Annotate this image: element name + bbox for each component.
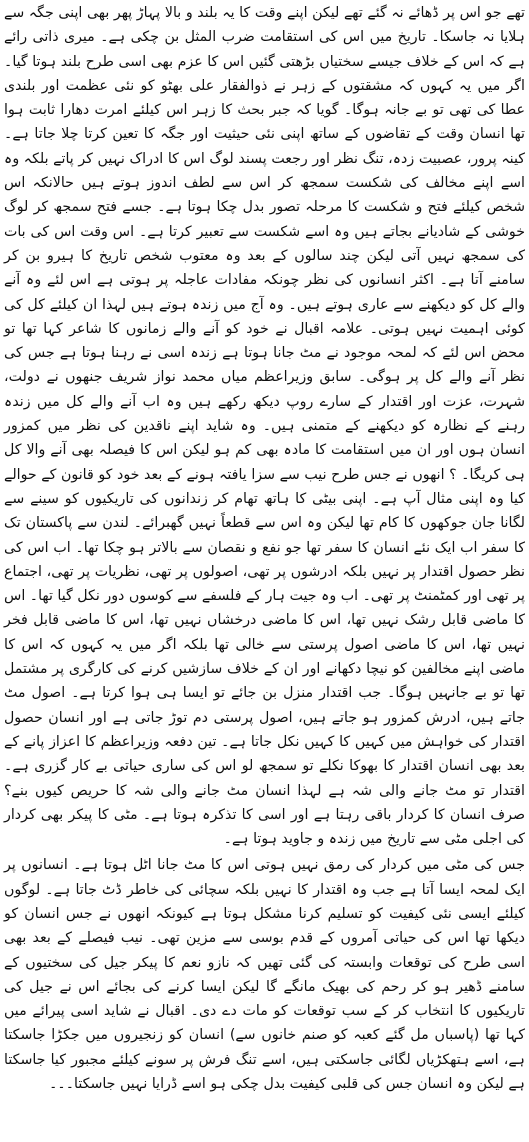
article-paragraph-2: جس کی مٹی میں کردار کی رمق نہیں ہوتی اس کا مٹ جانا اٹل ہوتا ہے۔ انسانوں پر ایک لمحہ ایسا آتا ہے جب وہ اقتدار کا نہیں بلکہ سچائی کی خاطر ڈٹ جاتا ہے۔ لوگوں کیلئے ایسی نئی کیفیت کو تسلیم کرنا مشکل ہوتا ہے کیونکہ انھوں نے جس انسان کو دیکھا تھا اس کی حیاتی آمروں کے قدم بوسی سے مزین تھی۔ نیب فیصلے کے بعد بھی اسی طرح کی توقعات وابستہ کی گئی تھیں کہ نازو نعم کا پیکر جیل کی سختیوں کے سامنے ڈھیر ہو کر رحم کی بھیک مانگے گا لیکن ایسا کرنے کی بجائے اس نے جیل کی تاریکیوں کا انتخاب کر کے سب توقعات کو مات دے دی۔ اقبال نے شاید اسی پیرائے میں کہا تھا (پاسباں مل گئے کعبہ کو صنم خانوں سے) انسان کو زنجیروں میں جکڑا جاسکتا ہے، اسے ہتھکڑیاں لگائی جاسکتی ہیں، اسے تنگ فرش پر سونے کیلئے مجبور کیا جاسکتا ہے لیکن وہ انسان جس کی قلبی کیفیت بدل چکی ہو اسے ڈرایا نہیں جاسکتا۔۔۔ <box>4 857 525 1093</box>
article-paragraph-1: تھے جو اس پر ڈھائے نہ گئے تھے لیکن اپنے وقت کا یہ بلند و بالا پہاڑ پھر بھی اپنی جگہ سے ہلایا نہ جاسکا۔ تاریخ میں اس کی استقامت ضرب المثل بن چکی ہے۔ میری ذاتی رائے ہے کہ اس کے خلاف جیسے سختیاں بڑھتی گئیں اس کا عزم بھی اسی طرح بلند ہوتا گیا۔ اگر میں یہ کہوں کہ مشقتوں کے زہر نے ذوالفقار علی بھٹو کو نئی عظمت اور بلندی عطا کی تھی تو بے جانہ ہوگا۔ گویا کہ جبر بحث کا زہر اس کیلئے امرت دھارا ثابت ہوا تھا انسان وقت کے تقاضوں کے ساتھ اپنی نئی حیثیت اور جگہ کا تعین کرتا چلا جاتا ہے۔ کینہ پرور، عصبیت زدہ، تنگ نظر اور رجعت پسند لوگ اس کا ادراک نہیں کر پاتے بلکہ وہ اسے اپنے مخالف کی شکست سمجھ کر اس سے لطف اندوز ہوتے ہیں حالانکہ اس شخص کیلئے فتح و شکست کا مرحلہ تصور بدل چکا ہوتا ہے۔ جسے فتح سمجھ کر لوگ خوشی کے شادیانے بجاتے ہیں وہ اسے شکست سے تعبیر کرتا ہے۔ اس وقت اس کی بات کی سمجھ نہیں آتی لیکن چند سالوں کے بعد وہ معتوب شخص تاریخ کا ہیرو بن کر سامنے آتا ہے۔ اکثر انسانوں کی نظر چونکہ مفادات عاجلہ پر ہوتی ہے اس لئے وہ آنے والے کل کو دیکھنے سے عاری ہوتے ہیں۔ وہ آج میں زندہ ہوتے ہیں لہذا ان کیلئے کل کی کوئی اہمیت نہیں ہوتی۔ علامہ اقبال نے خود کو آنے والے زمانوں کا شاعر کہا تھا تو محض اس لئے کہ لمحہ موجود نے مٹ جانا ہوتا ہے زندہ اسی نے رہنا ہوتا ہے جس کی نظر آنے والے کل پر ہوگی۔ سابق وزیراعظم میاں محمد نواز شریف جنھوں نے دولت، شہرت، عزت اور اقتدار کے سارے روپ دیکھ رکھے ہیں وہ اب آنے والے کل میں زندہ رہنے کے نظارہ کو دیکھنے کے متمنی ہیں۔ وہ شاید اپنے ناقدین کی نظر میں کمزور انسان ہوں اور ان میں استقامت کا مادہ بھی کم ہو لیکن اس کا فیصلہ بھی آنے والا کل ہی کریگا۔ ؟ انھوں نے جس طرح نیب سے سزا یافتہ ہونے کے بعد خود کو قانون کے حوالے کیا وہ اپنی مثال آپ ہے۔ اپنی بیٹی کا ہاتھ تھام کر زندانوں کی تاریکیوں کو سینے سے لگانا جان جوکھوں کا کام تھا لیکن وہ اس سے قطعاً نہیں گھبرائے۔ لندن سے پاکستان تک کا سفر اب ایک نئے انسان کا سفر تھا جو نفع و نقصان سے بالاتر ہو چکا تھا۔ اب اس کی نظر حصول اقتدار پر نہیں بلکہ ادرشوں پر تھی، اصولوں پر تھی، نظریات پر تھی، اجتماع پر تھی اور کمٹمنٹ پر تھی۔ اب وہ جیت ہار کے فلسفے سے کوسوں دور نکل گیا تھا۔ اس کا ماضی قابل رشک نہیں تھا، اس کا ماضی درخشاں نہیں تھا، اس کا ماضی قابل فخر نہیں تھا، اس کا ماضی اصول پرستی سے خالی تھا بلکہ اگر میں یہ کہوں کہ اس کا ماضی اپنے مخالفین کو نیچا دکھانے اور ان کے خلاف سازشیں کرنے کی کارگری پر مشتمل تھا تو بے جانہیں ہوگا۔ جب اقتدار منزل بن جائے تو ایسا ہی ہوا کرتا ہے۔ اصول مٹ جاتے ہیں، ادرش کمزور ہو جاتے ہیں، اصول پرستی دم توڑ جاتی ہے اور انسان حصول اقتدار کی خواہش میں کہیں کا کہیں نکل جاتا ہے۔ تین دفعہ وزیراعظم کا اعزاز پانے کے بعد بھی انسان اقتدار کا بھوکا نکلے تو سمجھ لو اس کی ساری حیاتی بے کار گزری ہے۔ اقتدار تو مٹ جانے والی شہ ہے لہذا انسان مٹ جانے والی شہ کا حریص کیوں بنے؟ صرف انسان کا کردار باقی رہتا ہے اور اسی کا تذکرہ ہوتا ہے۔ مٹی کا پیکر بھی کردار کی اجلی مٹی سے تاریخ میں زندہ و جاوید ہوتا ہے۔ <box>4 5 525 848</box>
